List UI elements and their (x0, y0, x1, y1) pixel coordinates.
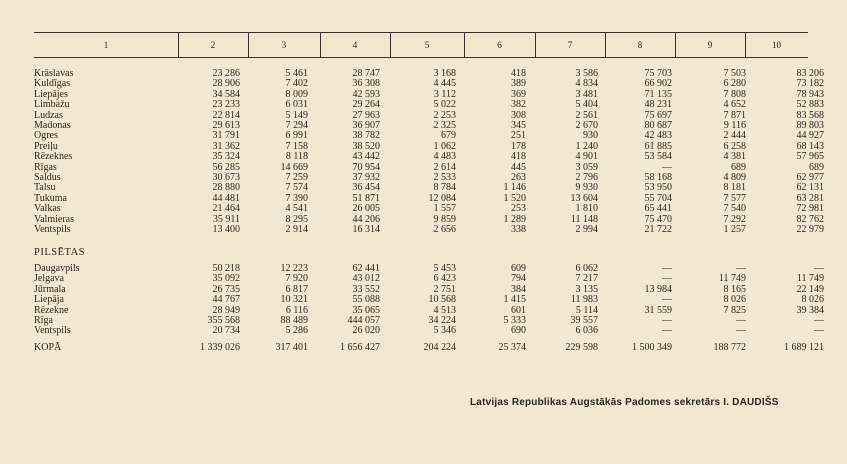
row-label: Rīgas (34, 162, 57, 173)
table-cell: 8 009 (285, 89, 308, 100)
table-cell: 1 415 (503, 295, 526, 306)
city-row (34, 316, 824, 326)
table-cell: 7 871 (723, 110, 746, 121)
total-row (34, 339, 824, 353)
city-row (34, 326, 824, 336)
column-number: 1 (103, 40, 109, 50)
total-cell: 1 339 026 (200, 341, 240, 353)
table-cell: 33 552 (352, 284, 380, 295)
column-number: 2 (210, 40, 216, 50)
table-cell: — (814, 315, 824, 326)
city-row (34, 285, 824, 295)
table-cell: 8 784 (433, 183, 456, 194)
table-cell: 1 062 (433, 141, 456, 152)
district-row (34, 111, 824, 121)
table-cell: 71 135 (644, 89, 672, 100)
table-cell: — (662, 326, 672, 337)
table-cell: 16 314 (352, 225, 380, 236)
table-cell: 355 568 (207, 315, 240, 326)
row-label: Ventspils (34, 326, 71, 337)
table-cell: 2 533 (433, 173, 456, 184)
table-cell: 6 036 (575, 326, 598, 337)
table-cell: 83 568 (796, 110, 824, 121)
district-row (34, 121, 824, 131)
table-cell: 73 182 (796, 79, 824, 90)
table-cell: 3 586 (575, 69, 598, 79)
table-cell: 4 541 (285, 204, 308, 215)
table-cell: 35 911 (212, 214, 240, 225)
row-label: Saldus (34, 173, 61, 184)
section-heading-cities: PILSĒTAS (34, 246, 85, 258)
city-row (34, 295, 824, 305)
table-cell: 55 088 (352, 295, 380, 306)
table-cell: 4 901 (575, 152, 598, 163)
table-cell: 9 930 (575, 183, 598, 194)
table-cell: 4 513 (433, 305, 456, 316)
row-label: Liepājes (34, 89, 68, 100)
district-row (34, 173, 824, 183)
table-cell: 44 206 (352, 214, 380, 225)
district-row (34, 90, 824, 100)
table-cell: 21 722 (644, 225, 672, 236)
table-cell: 6 258 (723, 141, 746, 152)
table-cell: 1 810 (575, 204, 598, 215)
table-cell: 5 453 (433, 263, 456, 274)
table-cell: 8 295 (285, 214, 308, 225)
statistics-table (34, 69, 824, 353)
district-row (34, 194, 824, 204)
table-cell: 65 441 (644, 204, 672, 215)
total-cell: 1 500 349 (632, 341, 672, 353)
row-label: Ventspils (34, 225, 71, 236)
total-cell: 1 656 427 (340, 341, 380, 353)
table-cell: — (736, 326, 746, 337)
table-cell: 1 257 (723, 225, 746, 236)
table-cell: 6 116 (285, 305, 308, 316)
table-cell: 2 325 (433, 121, 456, 132)
table-cell: 56 285 (212, 162, 240, 173)
table-cell: 22 149 (796, 284, 824, 295)
table-cell: 58 168 (644, 173, 672, 184)
table-cell: 7 217 (575, 274, 598, 285)
table-cell: 28 906 (212, 79, 240, 90)
table-cell: 61 885 (644, 141, 672, 152)
table-cell: 679 (441, 131, 456, 142)
table-cell: 26 005 (352, 204, 380, 215)
row-label: Ludzas (34, 110, 63, 121)
table-cell: 5 022 (433, 100, 456, 111)
column-number: 3 (281, 40, 287, 50)
table-cell: 62 977 (796, 173, 824, 184)
table-cell: 444 057 (347, 315, 380, 326)
table-cell: 1 520 (503, 193, 526, 204)
district-row (34, 215, 824, 225)
table-cell: 2 670 (575, 121, 598, 132)
table-cell: 1 240 (575, 141, 598, 152)
total-label: KOPĀ (34, 341, 62, 353)
table-cell: 601 (511, 305, 526, 316)
table-cell: 13 604 (570, 193, 598, 204)
district-row (34, 100, 824, 110)
table-cell: 609 (511, 263, 526, 274)
table-cell: 382 (511, 100, 526, 111)
total-cell: 1 689 121 (784, 341, 824, 353)
table-cell: 4 445 (433, 79, 456, 90)
table-cell: 263 (511, 173, 526, 184)
table-cell: 1 146 (503, 183, 526, 194)
table-cell: 80 687 (644, 121, 672, 132)
table-cell: 14 669 (280, 162, 308, 173)
table-cell: 83 206 (796, 69, 824, 79)
table-cell: 38 520 (352, 141, 380, 152)
table-cell: — (662, 162, 672, 173)
table-cell: 44 481 (212, 193, 240, 204)
row-label: Liepāja (34, 295, 64, 306)
table-cell: 39 384 (796, 305, 824, 316)
table-cell: 44 927 (796, 131, 824, 142)
table-cell: 8 026 (723, 295, 746, 306)
table-cell: 308 (511, 110, 526, 121)
table-cell: 7 259 (285, 173, 308, 184)
table-cell: 3 168 (433, 69, 456, 79)
district-row (34, 163, 824, 173)
table-cell: 27 963 (352, 110, 380, 121)
table-cell: 12 223 (280, 263, 308, 274)
table-cell: 23 233 (212, 100, 240, 111)
table-cell: 4 652 (723, 100, 746, 111)
table-cell: 28 949 (212, 305, 240, 316)
table-cell: 63 281 (796, 193, 824, 204)
table-cell: 43 442 (352, 152, 380, 163)
table-cell: 445 (511, 162, 526, 173)
table-cell: 62 131 (796, 183, 824, 194)
table-cell: 338 (511, 225, 526, 236)
table-cell: 7 503 (723, 69, 746, 79)
table-cell: 2 614 (433, 162, 456, 173)
table-cell: 11 148 (570, 214, 598, 225)
table-cell: 89 803 (796, 121, 824, 132)
table-cell: 7 825 (723, 305, 746, 316)
table-cell: 6 280 (723, 79, 746, 90)
table-cell: 10 321 (280, 295, 308, 306)
column-number: 5 (424, 40, 430, 50)
column-number: 10 (772, 40, 781, 50)
table-cell: 31 791 (212, 131, 240, 142)
table-cell: 3 059 (575, 162, 598, 173)
district-row (34, 69, 824, 79)
header-bottom-rule (34, 57, 808, 58)
table-cell: 8 165 (723, 284, 746, 295)
table-cell: 26 020 (352, 326, 380, 337)
table-cell: 35 324 (212, 152, 240, 163)
table-cell: 52 883 (796, 100, 824, 111)
table-cell: 8 181 (723, 183, 746, 194)
table-cell: 35 092 (212, 274, 240, 285)
table-cell: 2 444 (723, 131, 746, 142)
table-cell: 2 796 (575, 173, 598, 184)
table-cell: 8 026 (801, 295, 824, 306)
table-cell: 42 483 (644, 131, 672, 142)
table-cell: 4 809 (723, 173, 746, 184)
table-cell: 75 697 (644, 110, 672, 121)
table-cell: 7 292 (723, 214, 746, 225)
table-cell: 369 (511, 89, 526, 100)
row-label: Jūrmala (34, 284, 66, 295)
table-cell: 78 943 (796, 89, 824, 100)
table-cell: 36 907 (352, 121, 380, 132)
table-cell: 28 747 (352, 69, 380, 79)
table-cell: 418 (511, 152, 526, 163)
table-cell: 7 920 (285, 274, 308, 285)
table-cell: 7 577 (723, 193, 746, 204)
table-cell: 1 289 (503, 214, 526, 225)
table-cell: 31 362 (212, 141, 240, 152)
table-cell: 34 584 (212, 89, 240, 100)
signature-line: Latvijas Republikas Augstākās Padomes sekretārs I. DAUDIŠS (470, 397, 779, 408)
row-label: Rīga (34, 315, 53, 326)
table-cell: 12 084 (428, 193, 456, 204)
total-cell: 204 224 (423, 341, 456, 353)
table-cell: 5 461 (285, 69, 308, 79)
total-cell: 229 598 (565, 341, 598, 353)
row-label: Limbažu (34, 100, 70, 111)
table-cell: 13 984 (644, 284, 672, 295)
table-cell: 36 308 (352, 79, 380, 90)
table-cell: 6 062 (575, 263, 598, 274)
table-cell: 68 143 (796, 141, 824, 152)
table-cell: 88 489 (280, 315, 308, 326)
district-row (34, 152, 824, 162)
table-cell: 22 814 (212, 110, 240, 121)
table-cell: 29 613 (212, 121, 240, 132)
table-cell: 38 782 (352, 131, 380, 142)
table-cell: 35 065 (352, 305, 380, 316)
table-cell: 20 734 (212, 326, 240, 337)
table-cell: 75 470 (644, 214, 672, 225)
district-row (34, 131, 824, 141)
table-cell: 72 981 (796, 204, 824, 215)
row-label: Tukuma (34, 193, 67, 204)
table-cell: 66 902 (644, 79, 672, 90)
table-cell: 2 751 (433, 284, 456, 295)
table-cell: 30 673 (212, 173, 240, 184)
table-cell: 39 557 (570, 315, 598, 326)
table-cell: 11 983 (570, 295, 598, 306)
column-number: 7 (567, 40, 573, 50)
table-cell: 6 423 (433, 274, 456, 285)
table-cell: 11 749 (718, 274, 746, 285)
table-cell: — (662, 315, 672, 326)
table-cell: 36 454 (352, 183, 380, 194)
table-cell: 930 (583, 131, 598, 142)
table-cell: 7 808 (723, 89, 746, 100)
total-cell: 25 374 (498, 341, 526, 353)
table-cell: 794 (511, 274, 526, 285)
table-cell: 7 294 (285, 121, 308, 132)
table-cell: 9 116 (723, 121, 746, 132)
table-cell: 28 880 (212, 183, 240, 194)
table-cell: 22 979 (796, 225, 824, 236)
city-row (34, 306, 824, 316)
row-label: Madonas (34, 121, 71, 132)
table-cell: 53 584 (644, 152, 672, 163)
table-cell: 13 400 (212, 225, 240, 236)
table-cell: 5 114 (575, 305, 598, 316)
district-row (34, 183, 824, 193)
total-cell: 317 401 (275, 341, 308, 353)
row-label: Rēzekne (34, 305, 69, 316)
table-cell: 689 (809, 162, 824, 173)
table-cell: — (814, 263, 824, 274)
table-cell: 75 703 (644, 69, 672, 79)
table-cell: 31 559 (644, 305, 672, 316)
table-cell: 253 (511, 204, 526, 215)
table-cell: 5 286 (285, 326, 308, 337)
column-number: 6 (497, 40, 502, 50)
table-cell: 5 333 (503, 315, 526, 326)
table-cell: — (814, 326, 824, 337)
table-cell: 37 932 (352, 173, 380, 184)
table-cell: 384 (511, 284, 526, 295)
table-cell: 1 557 (433, 204, 456, 215)
row-label: Daugavpils (34, 263, 80, 274)
table-cell: 7 540 (723, 204, 746, 215)
table-cell: 2 994 (575, 225, 598, 236)
row-label: Valkas (34, 204, 61, 215)
row-label: Kuldīgas (34, 79, 71, 90)
table-cell: 4 483 (433, 152, 456, 163)
district-row (34, 204, 824, 214)
table-cell: 23 286 (212, 69, 240, 79)
table-cell: 345 (511, 121, 526, 132)
table-cell: 48 231 (644, 100, 672, 111)
table-cell: — (662, 295, 672, 306)
table-cell: 6 817 (285, 284, 308, 295)
table-cell: 7 574 (285, 183, 308, 194)
table-cell: 43 012 (352, 274, 380, 285)
district-row (34, 142, 824, 152)
table-cell: 21 464 (212, 204, 240, 215)
table-cell: 4 381 (723, 152, 746, 163)
table-cell: 4 834 (575, 79, 598, 90)
district-row (34, 79, 824, 89)
table-cell: 418 (511, 69, 526, 79)
table-cell: 44 767 (212, 295, 240, 306)
table-cell: 2 561 (575, 110, 598, 121)
row-label: Krāslavas (34, 69, 74, 79)
column-number: 8 (637, 40, 643, 50)
total-cell: 188 772 (713, 341, 746, 353)
table-cell: 7 390 (285, 193, 308, 204)
table-cell: 2 656 (433, 225, 456, 236)
table-cell: 6 031 (285, 100, 308, 111)
table-cell: — (662, 274, 672, 285)
table-cell: 8 118 (285, 152, 308, 163)
table-cell: 51 871 (352, 193, 380, 204)
table-cell: 11 749 (796, 274, 824, 285)
row-label: Talsu (34, 183, 56, 194)
row-label: Jelgava (34, 274, 64, 285)
table-cell: 82 762 (796, 214, 824, 225)
table-cell: 70 954 (352, 162, 380, 173)
table-cell: 7 158 (285, 141, 308, 152)
table-cell: 34 224 (428, 315, 456, 326)
city-row (34, 274, 824, 284)
district-row (34, 225, 824, 235)
table-cell: 42 593 (352, 89, 380, 100)
column-number: 4 (352, 40, 358, 50)
table-cell: 29 264 (352, 100, 380, 111)
table-cell: 62 441 (352, 263, 380, 274)
table-cell: 689 (731, 162, 746, 173)
table-cell: — (736, 263, 746, 274)
table-cell: 251 (511, 131, 526, 142)
table-cell: 6 991 (285, 131, 308, 142)
table-cell: 57 965 (796, 152, 824, 163)
table-cell: — (662, 263, 672, 274)
row-label: Preiļu (34, 141, 58, 152)
table-cell: 5 404 (575, 100, 598, 111)
table-cell: 3 481 (575, 89, 598, 100)
table-cell: 3 112 (433, 89, 456, 100)
table-cell: — (736, 315, 746, 326)
table-cell: 3 135 (575, 284, 598, 295)
table-cell: 9 859 (433, 214, 456, 225)
row-label: Valmieras (34, 214, 74, 225)
table-cell: 53 950 (644, 183, 672, 194)
table-cell: 5 149 (285, 110, 308, 121)
table-cell: 178 (511, 141, 526, 152)
row-label: Ogres (34, 131, 58, 142)
table-cell: 5 346 (433, 326, 456, 337)
city-row (34, 264, 824, 274)
table-cell: 2 914 (285, 225, 308, 236)
table-cell: 389 (511, 79, 526, 90)
table-cell: 690 (511, 326, 526, 337)
table-cell: 26 735 (212, 284, 240, 295)
row-label: Rēzeknes (34, 152, 73, 163)
table-cell: 55 704 (644, 193, 672, 204)
column-number: 9 (707, 40, 713, 50)
table-cell: 7 402 (285, 79, 308, 90)
table-cell: 50 218 (212, 263, 240, 274)
table-cell: 10 568 (428, 295, 456, 306)
table-cell: 2 253 (433, 110, 456, 121)
